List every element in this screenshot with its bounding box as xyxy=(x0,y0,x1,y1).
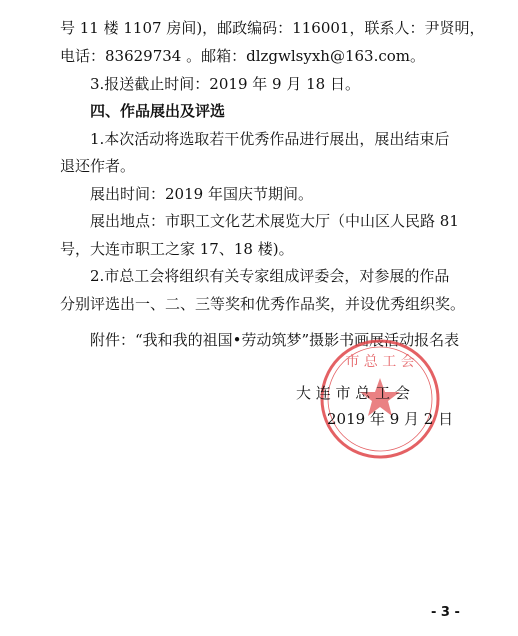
attachment-line: 附件：“我和我的祖国•劳动筑梦”摄影书画展活动报名表 xyxy=(90,331,460,349)
signature-organization: 大 连 市 总 工 会 xyxy=(296,384,410,402)
body-line-7: 展出时间：2019 年国庆节期间。 xyxy=(90,185,313,203)
body-line-1: 号 11 楼 1107 房间)，邮政编码：116001，联系人：尹贤明， xyxy=(60,19,485,37)
body-line-5: 1.本次活动将选取若干优秀作品进行展出，展出结束后 xyxy=(90,130,450,148)
body-line-2: 电话：83629734 。邮箱：dlzgwlsyxh@163.com。 xyxy=(60,47,426,65)
body-line-11: 分别评选出一、二、三等奖和优秀作品奖，并设优秀组织奖。 xyxy=(60,295,466,313)
body-line-9: 号，大连市职工之家 17、18 楼)。 xyxy=(60,240,294,258)
body-line-6: 退还作者。 xyxy=(60,157,136,175)
signature-date: 2019 年 9 月 2 日 xyxy=(327,410,454,428)
body-line-3: 3.报送截止时间：2019 年 9 月 18 日。 xyxy=(90,75,360,93)
body-line-10: 2.市总工会将组织有关专家组成评委会，对参展的作品 xyxy=(90,267,450,285)
page-number: - 3 - xyxy=(431,605,460,620)
section-heading: 四、作品展出及评选 xyxy=(90,102,226,120)
seal-text: 市 总 工 会 xyxy=(345,354,415,370)
body-line-8: 展出地点：市职工文化艺术展览大厅（中山区人民路 81 xyxy=(90,212,459,230)
